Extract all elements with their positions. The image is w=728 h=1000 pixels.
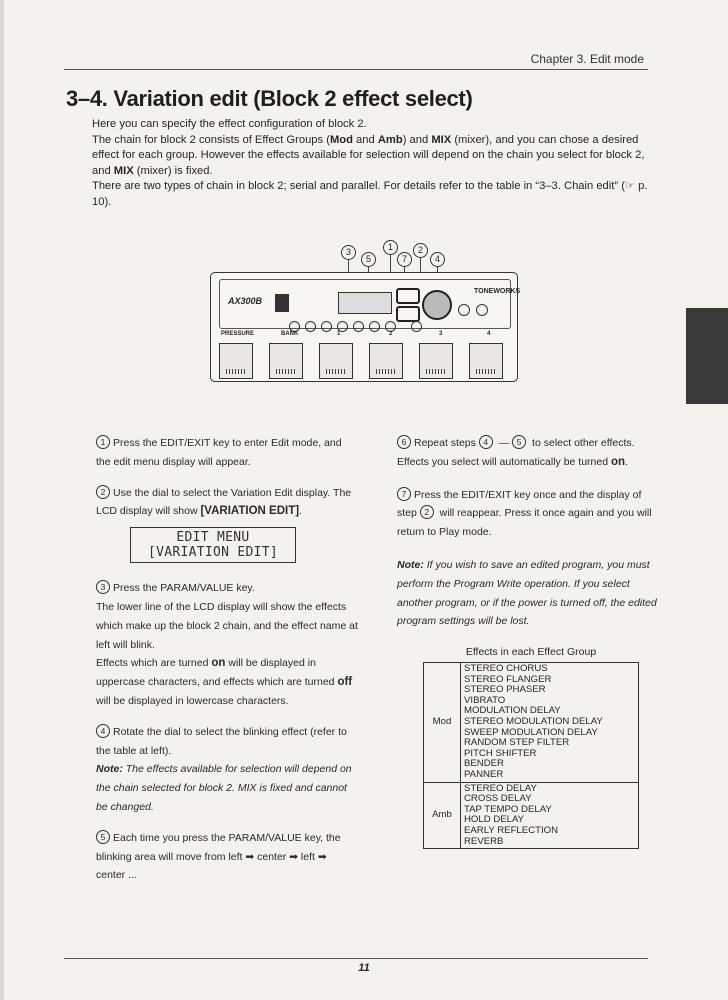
step-body: Each time you press the PARAM/VALUE key, the blinking area will move from left ➡ center ➡ left ➡ center ... (96, 831, 341, 882)
effect-name: STEREO PHASER (464, 684, 546, 696)
effect-group-row (424, 663, 639, 783)
step-text (96, 829, 358, 885)
step-body: — (495, 437, 513, 449)
effect-name: PANNER (464, 768, 504, 780)
step-body: will be displayed in uppercase characters, and effects which are turned (96, 657, 338, 689)
step-number: 4 (96, 724, 110, 738)
step-ref: 2 (420, 505, 434, 519)
step-body: . (625, 455, 628, 468)
effect-list (461, 782, 639, 849)
step-number: 2 (96, 485, 110, 499)
note-text: The effects available for selection will depend on the chain selected for block 2. MIX is fixed and cannot be changed. (96, 763, 352, 813)
step-body: will be displayed in lowercase characters. (96, 694, 289, 707)
effect-group-name: Amb (424, 782, 461, 849)
callout-4: 4 (430, 252, 445, 267)
on-word: on (211, 657, 226, 670)
step-text: The lower line of the LCD display will show the effects which make up the block 2 chain, and the effect name at left will blink. (96, 600, 358, 651)
lcd-line-1: EDIT MENU (176, 530, 250, 546)
expression-pedal (219, 343, 253, 379)
step-3 (96, 579, 358, 711)
step-ref: 5 (512, 435, 526, 449)
step-body: will reappear. Press it once again and you will return to Play mode. (397, 507, 652, 539)
knob (458, 304, 470, 316)
effect-name: PITCH SHIFTER (464, 747, 537, 759)
footswitch (369, 343, 403, 379)
step-body: . (299, 505, 302, 518)
edit-exit-key (396, 288, 420, 304)
intro-text-run: The chain for block 2 consists of Effect Groups ( (92, 133, 330, 146)
device-figure (208, 240, 528, 400)
step-body: Effects which are turned (96, 657, 212, 670)
step-4 (96, 723, 358, 817)
step-text (96, 654, 358, 710)
callout-3: 3 (341, 245, 356, 260)
footswitch (419, 343, 453, 379)
table-caption: Effects in each Effect Group (465, 646, 597, 658)
effect-name: TAP TEMPO DELAY (464, 803, 552, 815)
intro-paragraph-2 (92, 133, 652, 180)
callout-2: 2 (413, 243, 428, 258)
page-number: 11 (358, 962, 370, 974)
step-note (96, 760, 358, 816)
bank-number: 4 (487, 331, 491, 337)
lcd-display (338, 292, 392, 314)
intro-paragraph-3: There are two types of chain in block 2; serial and parallel. For details refer to the table in “3–3. Chain edit” (☞ p. 10). (92, 180, 648, 208)
effects-table-body (424, 663, 639, 849)
on-word: on (611, 455, 626, 468)
intro-text-run: (mixer), and you can chose a desired effect for each group. However the effects available for selection will depend on the chain you select for block 2, and (92, 133, 645, 177)
footswitch (319, 343, 353, 379)
step-text (397, 434, 659, 472)
model-label: AX300B (228, 296, 263, 306)
intro-text-run: ) and (402, 133, 432, 146)
mod-group-name: Mod (329, 133, 353, 146)
led-display (275, 294, 289, 312)
effect-name: VIBRATO (464, 694, 506, 706)
step-number: 6 (397, 435, 411, 449)
intro-text-run: (mixer) is fixed. (133, 164, 213, 177)
bank-button (411, 321, 422, 332)
step-body: Use the dial to select the Variation Edit display. The LCD display will show (96, 486, 352, 518)
step-5 (96, 829, 358, 885)
step-1 (96, 434, 358, 472)
effect-name: STEREO FLANGER (464, 673, 552, 685)
bank-button (289, 321, 300, 332)
effect-name: STEREO CHORUS (464, 663, 548, 674)
effect-name: BENDER (464, 758, 504, 770)
bank-button (353, 321, 364, 332)
effect-name: RANDOM STEP FILTER (464, 737, 570, 749)
note-label: Note: (96, 763, 123, 776)
step-body: Rotate the dial to select the blinking effect (refer to the table at left). (96, 725, 347, 757)
effects-table (423, 662, 639, 849)
lcd-label: [VARIATION EDIT] (200, 505, 300, 518)
value-dial (422, 290, 452, 320)
step-number: 5 (96, 830, 110, 844)
effect-name: MODULATION DELAY (464, 705, 561, 717)
step-body: to select other effects. Effects you select will automatically be turned (397, 437, 635, 468)
footswitch (469, 343, 503, 379)
effect-name: STEREO MODULATION DELAY (464, 715, 603, 727)
chapter-thumb-tab (686, 308, 728, 404)
mix-label: MIX (431, 133, 452, 146)
lcd-screen-example (130, 527, 296, 563)
step-2 (96, 484, 358, 522)
section-title: 3–4. Variation edit (Block 2 effect select) (66, 86, 473, 111)
step-body: Repeat steps (414, 437, 479, 449)
note-label: Note: (397, 558, 424, 571)
left-column (96, 434, 358, 897)
step-body: Press the EDIT/EXIT key once and the display of step (397, 488, 642, 520)
bank-number: 1 (337, 331, 341, 337)
footswitch (269, 343, 303, 379)
intro-text (92, 117, 652, 211)
footer-rule (64, 958, 648, 959)
running-head: Chapter 3. Edit mode (530, 52, 644, 66)
effect-name: HOLD DELAY (464, 814, 525, 826)
bank-number: 2 (389, 331, 393, 337)
step-number: 3 (96, 580, 110, 594)
step-ref: 4 (479, 435, 493, 449)
effect-name: SWEEP MODULATION DELAY (464, 726, 598, 738)
bank-button (385, 321, 396, 332)
step-body: Press the PARAM/VALUE key. (113, 582, 255, 595)
callout-1: 1 (383, 240, 398, 255)
step-text (96, 434, 358, 472)
param-value-key (396, 306, 420, 322)
step-number: 7 (397, 487, 411, 501)
intro-text-run: and (352, 133, 378, 146)
effect-name: EARLY REFLECTION (464, 824, 559, 836)
step-number: 1 (96, 435, 110, 449)
amb-group-name: Amb (377, 133, 403, 146)
note-text: If you wish to save an edited program, you must perform the Program Write operation. If you select another program, or if the power is turned off, the edited program settings will be lost. (397, 558, 657, 628)
effect-group-name: Mod (424, 663, 461, 783)
step-text (96, 484, 358, 522)
device-top-panel (219, 279, 521, 329)
bank-label: BANK (281, 331, 299, 337)
off-word: off (337, 676, 353, 689)
effect-list (461, 663, 639, 783)
step-text (96, 723, 358, 761)
effect-name: STEREO DELAY (464, 782, 537, 794)
step-7 (397, 486, 659, 542)
page-edge (0, 0, 4, 1000)
step-body: Press the EDIT/EXIT key to enter Edit mode, and the edit menu display will appear. (96, 437, 342, 468)
bank-number: 3 (439, 331, 443, 337)
bank-button (321, 321, 332, 332)
bank-button (305, 321, 316, 332)
mix-label: MIX (113, 164, 134, 177)
right-column (397, 434, 659, 631)
program-write-note (397, 556, 659, 631)
callout-7: 7 (397, 252, 412, 267)
effect-group-row (424, 782, 639, 849)
effect-name: CROSS DELAY (464, 793, 532, 805)
brand-logo: TONEWORKS (474, 288, 521, 295)
bank-button (337, 321, 348, 332)
intro-line-1: Here you can specify the effect configuration of block 2. (92, 118, 367, 130)
step-6 (397, 434, 659, 472)
effect-name: REVERB (464, 835, 504, 847)
header-rule (64, 69, 648, 70)
pressure-label: PRESSURE (221, 331, 255, 337)
bank-button (369, 321, 380, 332)
knob (476, 304, 488, 316)
lcd-line-2: [VARIATION EDIT] (147, 545, 279, 561)
callout-5: 5 (361, 252, 376, 267)
step-text (397, 486, 659, 542)
step-text (96, 579, 358, 598)
device-illustration (210, 272, 521, 382)
